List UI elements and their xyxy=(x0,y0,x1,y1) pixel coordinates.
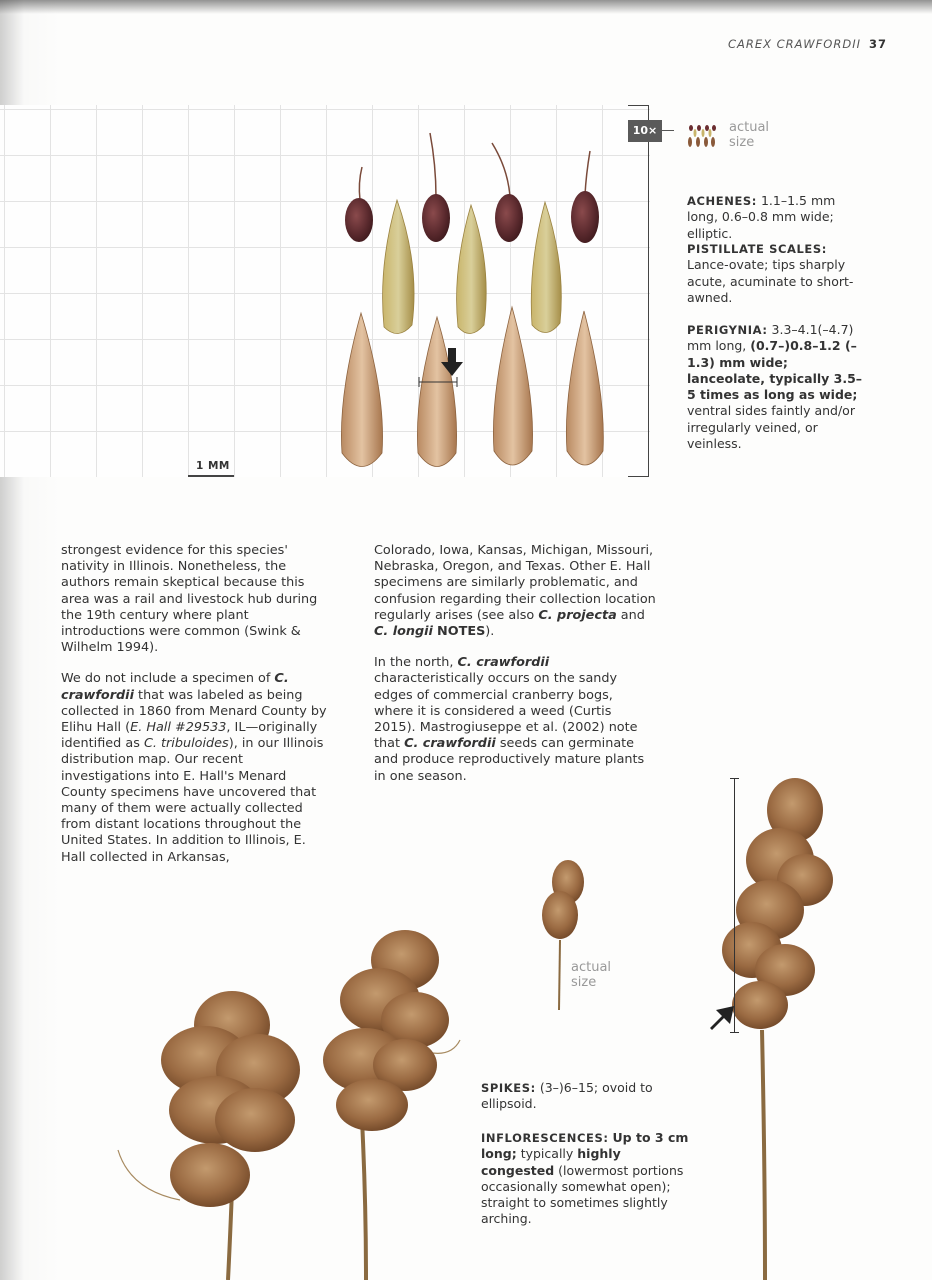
c1p2-tribuloides: C. tribuloides xyxy=(143,736,229,752)
c2p2-species-1: C. crawfordii xyxy=(457,655,550,671)
up-right-arrow-icon xyxy=(710,1006,734,1030)
column2-paragraph-1 xyxy=(374,543,656,640)
text-column-2 xyxy=(374,543,656,800)
inflorescence-illustrations xyxy=(0,770,932,1280)
actual-size-word-2: size xyxy=(729,135,755,150)
pistillate-scales-label: PISTILLATE SCALES: xyxy=(687,242,827,256)
inflorescences-text-2: (lowermost portions occasionally somewhat open); straight to sometimes slightly arching. xyxy=(481,1162,684,1227)
c1p2-c: that was labeled as being collected in 1860 from Menard County by Elihu Hall ( xyxy=(61,687,327,736)
pistillate-scale-1 xyxy=(383,200,415,334)
achenes-description xyxy=(687,193,867,242)
pistillate-scale-3 xyxy=(531,202,561,333)
perigynia-bold-1: (0.7–)0.8–1.2 (–1.3) mm wide; lanceolate, typically 3.5–5 times as long as wide; xyxy=(687,338,863,403)
achene-1 xyxy=(345,167,373,242)
page-number: 37 xyxy=(868,37,887,51)
c2p1-a: Colorado, Iowa, Kansas, Michigan, Missouri, Nebraska, Oregon, and Texas. Other E. Hall specimens are similarly problematic, and confusion regarding their collection location regularly arises (see also xyxy=(374,543,656,623)
actual-size-label-inflorescence xyxy=(571,960,631,990)
perigynia-text-2: ventral sides faintly and/or irregularly veined, or veinless. xyxy=(687,403,855,452)
spikes-label: SPIKES: xyxy=(481,1081,536,1095)
perigynia-label: PERIGYNIA: xyxy=(687,323,768,337)
actual-size-word-1: actual xyxy=(729,120,770,135)
perigynia-description xyxy=(687,322,865,452)
scale-bar xyxy=(188,475,234,477)
specimen-plate xyxy=(0,105,650,477)
spikes-description xyxy=(481,1080,681,1113)
running-head xyxy=(728,37,887,51)
magnification-badge: 10× xyxy=(628,120,662,142)
c2p2-e: seeds can germinate and produce reproductively mature plants in one season. xyxy=(374,736,645,784)
c2p2-c: characteristically occurs on the sandy edges of commercial cranberry bogs, where it is considered a weed (Curtis 2015). Mastrogiuseppe et al. (2002) note that xyxy=(374,671,638,752)
inflorescence-specimen-right xyxy=(722,778,833,1280)
scale-bracket xyxy=(628,105,649,477)
inflorescence-specimen-middle xyxy=(323,930,460,1280)
column1-paragraph-1: strongest evidence for this species' nativity in Illinois. Nonetheless, the authors remain skeptical because this area was a rail and livestock hub during the 19th century where plant introductions were common (Swink & Wilhelm 1994). xyxy=(61,543,318,656)
c2p1-c: and xyxy=(620,607,645,623)
perigynium-4 xyxy=(566,311,603,465)
pistillate-scale-2 xyxy=(457,205,487,334)
inflorescence-specimen-left xyxy=(118,991,300,1280)
c1p2-specimen: E. Hall #29533 xyxy=(130,720,227,736)
c1p2-species: C. crawfordii xyxy=(61,671,289,703)
actual-size-label-plate xyxy=(729,120,789,150)
header-species: CAREX CRAWFORDII xyxy=(727,37,861,51)
page-top-shadow xyxy=(0,0,932,14)
perigynium-3 xyxy=(493,307,532,465)
inflorescences-bold-2: highly congested xyxy=(481,1146,621,1178)
pistillate-scales-description xyxy=(687,241,867,306)
inflorescences-label: INFLORESCENCES: xyxy=(481,1131,609,1145)
spikes-text: (3–)6–15; ovoid to ellipsoid. xyxy=(481,1080,653,1112)
actual-size-word-2b: size xyxy=(571,975,597,990)
achene-2 xyxy=(422,133,450,242)
c2p2-species-2: C. crawfordii xyxy=(404,736,496,752)
achene-4 xyxy=(571,151,599,243)
inflorescences-description xyxy=(481,1130,695,1228)
column2-paragraph-2 xyxy=(374,655,656,785)
pistillate-scales-text: Lance-ovate; tips sharply acute, acuminate to short-awned. xyxy=(687,257,854,305)
c2p1-projecta: C. projecta xyxy=(538,607,617,623)
c1p2-a: We do not include a specimen of xyxy=(61,671,271,687)
achenes-label: ACHENES: xyxy=(687,194,757,208)
perigynium-1 xyxy=(341,313,382,467)
inflorescences-text-1: typically xyxy=(520,1146,574,1162)
inflorescence-length-bracket xyxy=(734,778,735,1033)
perigynium-2 xyxy=(417,317,456,467)
actual-size-specimens-icon xyxy=(686,118,718,152)
inflorescences-bold-1: Up to 3 cm long; xyxy=(481,1130,689,1162)
perigynia-text-1: 3.3–4.1(–4.7) mm long, xyxy=(687,322,854,354)
actual-size-word-1b: actual xyxy=(571,960,612,975)
plate-illustration xyxy=(0,105,650,477)
magnification-connector xyxy=(662,130,674,131)
c1p2-g: ), in our Illinois distribution map. Our recent investigations into E. Hall's Menard County specimens have uncovered that many of them were actually collected from distant locations throughout the United States. In addition to Illinois, E. Hall collected in Arkansas, xyxy=(61,736,324,865)
achene-3 xyxy=(492,143,523,242)
c2p1-f: ). xyxy=(485,624,495,640)
scale-label: 1 MM xyxy=(196,460,230,472)
c2p1-notes: NOTES xyxy=(437,624,486,640)
achenes-text: 1.1–1.5 mm long, 0.6–0.8 mm wide; elliptic. xyxy=(687,193,836,241)
c2p2-a: In the north, xyxy=(374,655,454,671)
c2p1-longii: C. longii xyxy=(374,624,433,640)
c1p2-e: , IL—originally identified as xyxy=(61,720,318,752)
